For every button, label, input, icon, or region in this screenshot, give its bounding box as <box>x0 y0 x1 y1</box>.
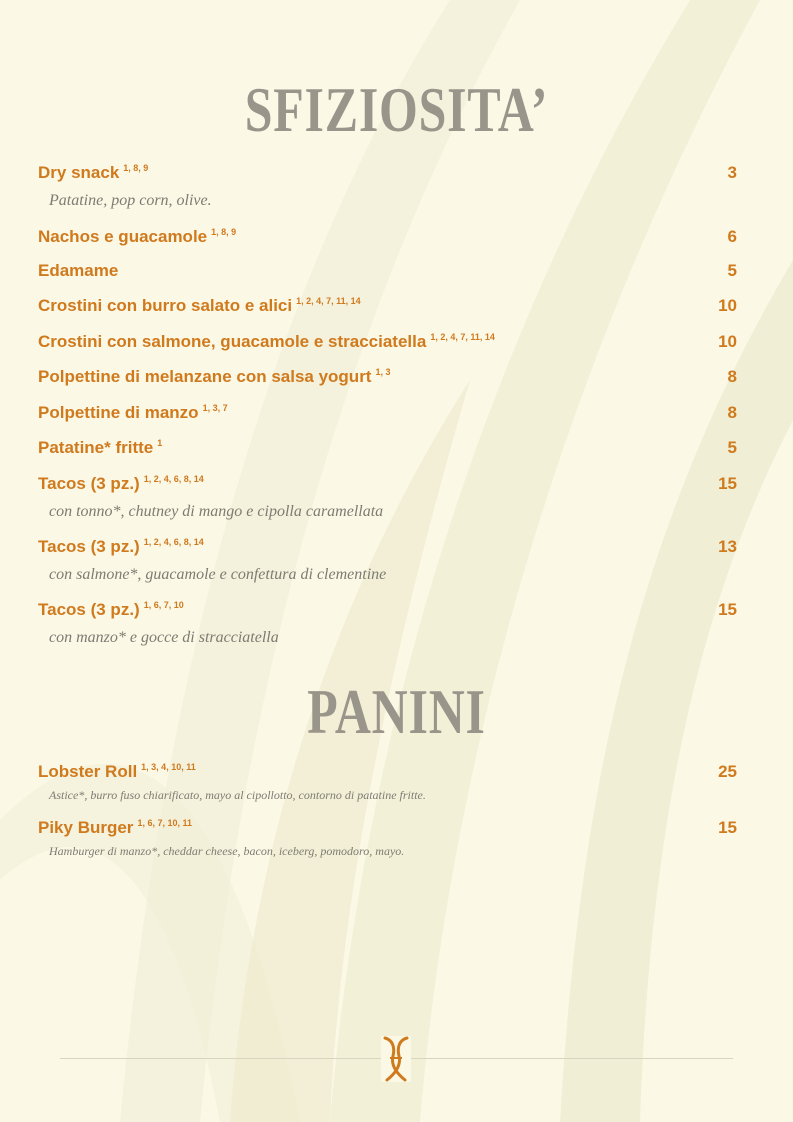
item-allergens: 1, 8, 9 <box>211 227 237 237</box>
item-name: Tacos (3 pz.) <box>38 600 140 619</box>
item-price: 10 <box>718 296 737 315</box>
item-price: 10 <box>718 332 737 351</box>
item-description: con salmone*, guacamole e confettura di clementine <box>49 566 387 583</box>
item-name: Edamame <box>38 261 119 280</box>
item-description: Astice*, burro fuso chiarificato, mayo al cipollotto, contorno di patatine fritte. <box>49 788 426 802</box>
item-name: Tacos (3 pz.) <box>38 537 140 556</box>
item-allergens: 1, 2, 4, 7, 11, 14 <box>430 332 495 342</box>
item-description: con manzo* e gocce di stracciatella <box>49 629 279 646</box>
item-price: 15 <box>718 818 737 837</box>
item-price: 3 <box>727 163 737 182</box>
item-allergens: 1, 3, 4, 10, 11 <box>141 762 196 772</box>
item-description: Patatine, pop corn, olive. <box>49 192 212 209</box>
item-name: Piky Burger <box>38 818 134 837</box>
menu-item <box>38 537 737 584</box>
menu-item <box>38 762 737 802</box>
menu-item <box>38 332 737 352</box>
menu-item <box>38 403 737 423</box>
item-name: Polpettine di melanzane con salsa yogurt <box>38 367 372 386</box>
menu-item <box>38 818 737 858</box>
item-description: Hamburger di manzo*, cheddar cheese, bacon, iceberg, pomodoro, mayo. <box>49 844 405 858</box>
menu-item <box>38 367 737 387</box>
menu-item <box>38 438 737 458</box>
item-price: 8 <box>727 367 737 386</box>
item-allergens: 1, 6, 7, 10 <box>143 600 184 610</box>
item-price: 6 <box>727 227 737 246</box>
menu-item <box>38 261 737 281</box>
item-name: Crostini con salmone, guacamole e stracciatella <box>38 332 427 351</box>
item-allergens: 1, 2, 4, 7, 11, 14 <box>296 296 361 306</box>
section-title-panini: PANINI <box>307 676 486 747</box>
item-allergens: 1, 3 <box>375 367 391 377</box>
item-name: Nachos e guacamole <box>38 227 208 246</box>
menu-item <box>38 163 737 210</box>
item-price: 5 <box>727 438 737 457</box>
item-allergens: 1, 8, 9 <box>123 163 149 173</box>
item-allergens: 1, 3, 7 <box>202 403 228 413</box>
item-name: Tacos (3 pz.) <box>38 474 140 493</box>
menu-item <box>38 227 737 247</box>
item-name: Polpettine di manzo <box>38 403 199 422</box>
item-price: 13 <box>718 537 737 556</box>
item-description: con tonno*, chutney di mango e cipolla caramellata <box>49 503 384 520</box>
item-price: 8 <box>727 403 737 422</box>
monogram-logo-icon <box>381 1036 411 1082</box>
item-allergens: 1, 6, 7, 10, 11 <box>137 818 192 828</box>
menu-item <box>38 600 737 647</box>
menu-item <box>38 474 737 521</box>
item-price: 15 <box>718 474 737 493</box>
item-name: Dry snack <box>38 163 120 182</box>
menu-item <box>38 296 737 316</box>
item-price: 5 <box>727 261 737 280</box>
item-allergens: 1, 2, 4, 6, 8, 14 <box>143 537 204 547</box>
item-allergens: 1 <box>157 438 163 448</box>
section-title-sfiziosita: SFIZIOSITA’ <box>244 74 549 145</box>
item-name: Lobster Roll <box>38 762 138 781</box>
item-allergens: 1, 2, 4, 6, 8, 14 <box>143 474 204 484</box>
item-price: 15 <box>718 600 737 619</box>
item-price: 25 <box>718 762 737 781</box>
item-name: Crostini con burro salato e alici <box>38 296 293 315</box>
item-name: Patatine* fritte <box>38 438 154 457</box>
